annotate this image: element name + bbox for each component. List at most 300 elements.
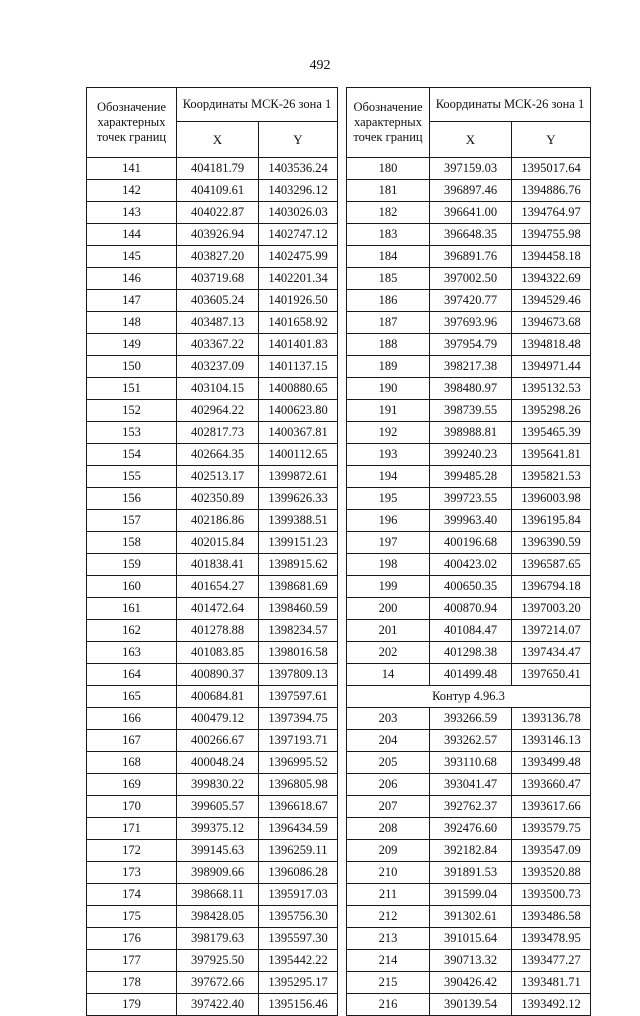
x-coordinate-cell: 400870.94 xyxy=(430,598,512,620)
table-row xyxy=(87,730,338,752)
point-number-cell: 165 xyxy=(87,686,177,708)
y-coordinate-cell: 1399151.23 xyxy=(259,532,338,554)
table-row xyxy=(347,510,591,532)
table-row xyxy=(347,554,591,576)
table-row xyxy=(87,334,338,356)
point-number-cell: 179 xyxy=(87,994,177,1016)
point-label-header: Обозначение характерных точек границ xyxy=(87,88,177,158)
point-number-cell: 156 xyxy=(87,488,177,510)
y-coordinate-cell: 1393617.66 xyxy=(512,796,591,818)
table-row xyxy=(347,598,591,620)
x-coordinate-cell: 392476.60 xyxy=(430,818,512,840)
x-coordinate-cell: 393041.47 xyxy=(430,774,512,796)
point-number-cell: 195 xyxy=(347,488,430,510)
x-coordinate-cell: 400650.35 xyxy=(430,576,512,598)
x-coordinate-cell: 397672.66 xyxy=(177,972,259,994)
x-coordinate-cell: 391015.64 xyxy=(430,928,512,950)
x-coordinate-cell: 403827.20 xyxy=(177,246,259,268)
table-row xyxy=(87,862,338,884)
x-coordinate-cell: 393110.68 xyxy=(430,752,512,774)
x-coordinate-cell: 390426.42 xyxy=(430,972,512,994)
x-coordinate-cell: 401298.38 xyxy=(430,642,512,664)
table-row xyxy=(347,774,591,796)
y-coordinate-cell: 1394764.97 xyxy=(512,202,591,224)
x-coordinate-cell: 402964.22 xyxy=(177,400,259,422)
x-coordinate-cell: 397693.96 xyxy=(430,312,512,334)
y-coordinate-cell: 1394818.48 xyxy=(512,334,591,356)
y-coordinate-cell: 1398915.62 xyxy=(259,554,338,576)
point-number-cell: 188 xyxy=(347,334,430,356)
y-coordinate-cell: 1398016.58 xyxy=(259,642,338,664)
x-coordinate-cell: 400684.81 xyxy=(177,686,259,708)
table-row xyxy=(347,730,591,752)
point-number-cell: 183 xyxy=(347,224,430,246)
x-coordinate-cell: 390139.54 xyxy=(430,994,512,1016)
table-row xyxy=(87,642,338,664)
table-row xyxy=(87,576,338,598)
x-coordinate-cell: 402513.17 xyxy=(177,466,259,488)
y-coordinate-cell: 1396195.84 xyxy=(512,510,591,532)
point-number-cell: 142 xyxy=(87,180,177,202)
point-number-cell: 150 xyxy=(87,356,177,378)
table-row xyxy=(347,356,591,378)
y-column-header: Y xyxy=(259,121,338,157)
point-number-cell: 187 xyxy=(347,312,430,334)
point-number-cell: 160 xyxy=(87,576,177,598)
x-coordinate-cell: 397159.03 xyxy=(430,158,512,180)
y-coordinate-cell: 1393481.71 xyxy=(512,972,591,994)
coords-system-header: Координаты МСК-26 зона 1 xyxy=(430,88,591,122)
x-coordinate-cell: 402664.35 xyxy=(177,444,259,466)
table-row xyxy=(347,180,591,202)
x-coordinate-cell: 402350.89 xyxy=(177,488,259,510)
y-coordinate-cell: 1396390.59 xyxy=(512,532,591,554)
point-label-header: Обозначение характерных точек границ xyxy=(347,88,430,158)
table-row xyxy=(87,246,338,268)
table-row xyxy=(87,774,338,796)
y-coordinate-cell: 1395465.39 xyxy=(512,422,591,444)
y-coordinate-cell: 1394971.44 xyxy=(512,356,591,378)
x-coordinate-cell: 396648.35 xyxy=(430,224,512,246)
x-coordinate-cell: 403926.94 xyxy=(177,224,259,246)
table-row xyxy=(347,620,591,642)
point-number-cell: 143 xyxy=(87,202,177,224)
y-coordinate-cell: 1395756.30 xyxy=(259,906,338,928)
y-coordinate-cell: 1393486.58 xyxy=(512,906,591,928)
point-number-cell: 162 xyxy=(87,620,177,642)
x-coordinate-cell: 398668.11 xyxy=(177,884,259,906)
point-number-cell: 213 xyxy=(347,928,430,950)
table-row xyxy=(347,158,591,180)
point-number-cell: 152 xyxy=(87,400,177,422)
table-row xyxy=(87,994,338,1016)
y-coordinate-cell: 1396805.98 xyxy=(259,774,338,796)
y-coordinate-cell: 1398460.59 xyxy=(259,598,338,620)
y-coordinate-cell: 1395017.64 xyxy=(512,158,591,180)
x-coordinate-cell: 401084.47 xyxy=(430,620,512,642)
x-coordinate-cell: 401083.85 xyxy=(177,642,259,664)
x-coordinate-cell: 404181.79 xyxy=(177,158,259,180)
x-coordinate-cell: 398480.97 xyxy=(430,378,512,400)
table-row xyxy=(87,796,338,818)
table-row xyxy=(347,950,591,972)
point-number-cell: 177 xyxy=(87,950,177,972)
point-number-cell: 148 xyxy=(87,312,177,334)
y-coordinate-cell: 1394322.69 xyxy=(512,268,591,290)
point-number-cell: 193 xyxy=(347,444,430,466)
y-coordinate-cell: 1396587.65 xyxy=(512,554,591,576)
table-row xyxy=(347,862,591,884)
x-coordinate-cell: 398179.63 xyxy=(177,928,259,950)
table-row xyxy=(87,686,338,708)
y-coordinate-cell: 1402747.12 xyxy=(259,224,338,246)
table-row xyxy=(347,972,591,994)
y-coordinate-cell: 1403296.12 xyxy=(259,180,338,202)
x-coordinate-cell: 399963.40 xyxy=(430,510,512,532)
x-coordinate-cell: 393262.57 xyxy=(430,730,512,752)
point-number-cell: 199 xyxy=(347,576,430,598)
table-row xyxy=(347,840,591,862)
point-number-cell: 208 xyxy=(347,818,430,840)
point-number-cell: 201 xyxy=(347,620,430,642)
y-coordinate-cell: 1403536.24 xyxy=(259,158,338,180)
table-row xyxy=(87,378,338,400)
y-coordinate-cell: 1396618.67 xyxy=(259,796,338,818)
y-coordinate-cell: 1393547.09 xyxy=(512,840,591,862)
y-coordinate-cell: 1399626.33 xyxy=(259,488,338,510)
table-row xyxy=(87,598,338,620)
x-coordinate-cell: 401472.64 xyxy=(177,598,259,620)
point-number-cell: 212 xyxy=(347,906,430,928)
table-row xyxy=(347,532,591,554)
y-coordinate-cell: 1393499.48 xyxy=(512,752,591,774)
point-number-cell: 214 xyxy=(347,950,430,972)
x-coordinate-cell: 396891.76 xyxy=(430,246,512,268)
x-coordinate-cell: 398739.55 xyxy=(430,400,512,422)
table-row xyxy=(87,554,338,576)
point-number-cell: 144 xyxy=(87,224,177,246)
x-coordinate-cell: 403719.68 xyxy=(177,268,259,290)
x-coordinate-cell: 401838.41 xyxy=(177,554,259,576)
table-row xyxy=(347,312,591,334)
point-number-cell: 14 xyxy=(347,664,430,686)
y-coordinate-cell: 1396434.59 xyxy=(259,818,338,840)
y-coordinate-cell: 1396794.18 xyxy=(512,576,591,598)
point-number-cell: 192 xyxy=(347,422,430,444)
point-number-cell: 176 xyxy=(87,928,177,950)
y-coordinate-cell: 1400112.65 xyxy=(259,444,338,466)
table-row xyxy=(87,510,338,532)
table-row xyxy=(87,224,338,246)
table-row xyxy=(87,290,338,312)
table-row xyxy=(87,180,338,202)
x-coordinate-cell: 397422.40 xyxy=(177,994,259,1016)
table-row xyxy=(87,488,338,510)
table-row xyxy=(87,818,338,840)
point-number-cell: 215 xyxy=(347,972,430,994)
point-number-cell: 174 xyxy=(87,884,177,906)
x-coordinate-cell: 403104.15 xyxy=(177,378,259,400)
point-number-cell: 204 xyxy=(347,730,430,752)
y-coordinate-cell: 1395597.30 xyxy=(259,928,338,950)
y-coordinate-cell: 1394755.98 xyxy=(512,224,591,246)
table-row xyxy=(347,642,591,664)
table-row xyxy=(347,884,591,906)
table-row xyxy=(87,356,338,378)
y-coordinate-cell: 1395156.46 xyxy=(259,994,338,1016)
table-row xyxy=(87,752,338,774)
y-coordinate-cell: 1397597.61 xyxy=(259,686,338,708)
y-column-header: Y xyxy=(512,121,591,157)
table-row xyxy=(347,290,591,312)
table-row xyxy=(347,752,591,774)
x-coordinate-cell: 399375.12 xyxy=(177,818,259,840)
x-coordinate-cell: 402015.84 xyxy=(177,532,259,554)
point-number-cell: 198 xyxy=(347,554,430,576)
x-coordinate-cell: 400423.02 xyxy=(430,554,512,576)
point-number-cell: 146 xyxy=(87,268,177,290)
point-number-cell: 164 xyxy=(87,664,177,686)
x-coordinate-cell: 401278.88 xyxy=(177,620,259,642)
x-coordinate-cell: 390713.32 xyxy=(430,950,512,972)
y-coordinate-cell: 1393477.27 xyxy=(512,950,591,972)
table-row xyxy=(347,400,591,422)
point-number-cell: 145 xyxy=(87,246,177,268)
y-coordinate-cell: 1393146.13 xyxy=(512,730,591,752)
table-row xyxy=(87,532,338,554)
coordinates-table-right xyxy=(346,87,591,1016)
x-coordinate-cell: 399145.63 xyxy=(177,840,259,862)
x-coordinate-cell: 398909.66 xyxy=(177,862,259,884)
point-number-cell: 184 xyxy=(347,246,430,268)
y-coordinate-cell: 1395641.81 xyxy=(512,444,591,466)
table-row xyxy=(87,444,338,466)
y-coordinate-cell: 1401137.15 xyxy=(259,356,338,378)
y-coordinate-cell: 1399872.61 xyxy=(259,466,338,488)
point-number-cell: 154 xyxy=(87,444,177,466)
table-row xyxy=(347,818,591,840)
point-number-cell: 211 xyxy=(347,884,430,906)
y-coordinate-cell: 1395132.53 xyxy=(512,378,591,400)
x-coordinate-cell: 398988.81 xyxy=(430,422,512,444)
point-number-cell: 191 xyxy=(347,400,430,422)
y-coordinate-cell: 1403026.03 xyxy=(259,202,338,224)
point-number-cell: 172 xyxy=(87,840,177,862)
x-coordinate-cell: 391599.04 xyxy=(430,884,512,906)
table-row xyxy=(347,334,591,356)
point-number-cell: 163 xyxy=(87,642,177,664)
x-coordinate-cell: 401654.27 xyxy=(177,576,259,598)
x-coordinate-cell: 392182.84 xyxy=(430,840,512,862)
coords-system-header: Координаты МСК-26 зона 1 xyxy=(177,88,338,122)
point-number-cell: 209 xyxy=(347,840,430,862)
point-number-cell: 173 xyxy=(87,862,177,884)
point-number-cell: 151 xyxy=(87,378,177,400)
y-coordinate-cell: 1397434.47 xyxy=(512,642,591,664)
y-coordinate-cell: 1393520.88 xyxy=(512,862,591,884)
x-coordinate-cell: 397954.79 xyxy=(430,334,512,356)
point-number-cell: 171 xyxy=(87,818,177,840)
y-coordinate-cell: 1400623.80 xyxy=(259,400,338,422)
table-row xyxy=(347,708,591,730)
x-coordinate-cell: 396641.00 xyxy=(430,202,512,224)
table-row xyxy=(347,796,591,818)
table-row xyxy=(347,422,591,444)
table-row xyxy=(87,422,338,444)
point-number-cell: 205 xyxy=(347,752,430,774)
y-coordinate-cell: 1397003.20 xyxy=(512,598,591,620)
x-coordinate-cell: 403487.13 xyxy=(177,312,259,334)
y-coordinate-cell: 1401401.83 xyxy=(259,334,338,356)
table-row xyxy=(87,708,338,730)
x-coordinate-cell: 398428.05 xyxy=(177,906,259,928)
table-row xyxy=(87,312,338,334)
point-number-cell: 166 xyxy=(87,708,177,730)
y-coordinate-cell: 1402201.34 xyxy=(259,268,338,290)
point-number-cell: 196 xyxy=(347,510,430,532)
point-number-cell: 178 xyxy=(87,972,177,994)
point-number-cell: 168 xyxy=(87,752,177,774)
x-coordinate-cell: 391891.53 xyxy=(430,862,512,884)
table-row xyxy=(347,444,591,466)
point-number-cell: 175 xyxy=(87,906,177,928)
point-number-cell: 147 xyxy=(87,290,177,312)
coordinates-table-left xyxy=(86,87,338,1016)
y-coordinate-cell: 1400880.65 xyxy=(259,378,338,400)
point-number-cell: 216 xyxy=(347,994,430,1016)
x-coordinate-cell: 397925.50 xyxy=(177,950,259,972)
x-coordinate-cell: 400048.24 xyxy=(177,752,259,774)
x-coordinate-cell: 399830.22 xyxy=(177,774,259,796)
y-coordinate-cell: 1397394.75 xyxy=(259,708,338,730)
table-row xyxy=(87,158,338,180)
point-number-cell: 200 xyxy=(347,598,430,620)
point-number-cell: 182 xyxy=(347,202,430,224)
x-coordinate-cell: 400266.67 xyxy=(177,730,259,752)
y-coordinate-cell: 1397650.41 xyxy=(512,664,591,686)
point-number-cell: 159 xyxy=(87,554,177,576)
x-coordinate-cell: 404022.87 xyxy=(177,202,259,224)
y-coordinate-cell: 1401658.92 xyxy=(259,312,338,334)
table-row xyxy=(347,202,591,224)
point-number-cell: 155 xyxy=(87,466,177,488)
point-number-cell: 202 xyxy=(347,642,430,664)
point-number-cell: 197 xyxy=(347,532,430,554)
y-coordinate-cell: 1400367.81 xyxy=(259,422,338,444)
x-coordinate-cell: 403237.09 xyxy=(177,356,259,378)
y-coordinate-cell: 1395442.22 xyxy=(259,950,338,972)
point-number-cell: 149 xyxy=(87,334,177,356)
table-row xyxy=(347,246,591,268)
x-coordinate-cell: 392762.37 xyxy=(430,796,512,818)
point-number-cell: 169 xyxy=(87,774,177,796)
y-coordinate-cell: 1395298.26 xyxy=(512,400,591,422)
x-column-header: X xyxy=(430,121,512,157)
point-number-cell: 167 xyxy=(87,730,177,752)
y-coordinate-cell: 1394458.18 xyxy=(512,246,591,268)
y-coordinate-cell: 1393660.47 xyxy=(512,774,591,796)
table-row xyxy=(347,466,591,488)
table-row xyxy=(347,378,591,400)
y-coordinate-cell: 1396995.52 xyxy=(259,752,338,774)
y-coordinate-cell: 1395821.53 xyxy=(512,466,591,488)
y-coordinate-cell: 1396086.28 xyxy=(259,862,338,884)
table-row xyxy=(87,884,338,906)
y-coordinate-cell: 1394886.76 xyxy=(512,180,591,202)
table-row xyxy=(87,840,338,862)
table-row xyxy=(347,994,591,1016)
table-row xyxy=(87,620,338,642)
point-number-cell: 170 xyxy=(87,796,177,818)
section-row xyxy=(347,686,591,708)
x-coordinate-cell: 393266.59 xyxy=(430,708,512,730)
point-number-cell: 190 xyxy=(347,378,430,400)
x-coordinate-cell: 399605.57 xyxy=(177,796,259,818)
x-coordinate-cell: 391302.61 xyxy=(430,906,512,928)
x-coordinate-cell: 400196.68 xyxy=(430,532,512,554)
y-coordinate-cell: 1396003.98 xyxy=(512,488,591,510)
table-row xyxy=(87,268,338,290)
y-coordinate-cell: 1399388.51 xyxy=(259,510,338,532)
point-number-cell: 158 xyxy=(87,532,177,554)
table-row xyxy=(347,268,591,290)
table-row xyxy=(87,466,338,488)
y-coordinate-cell: 1394673.68 xyxy=(512,312,591,334)
y-coordinate-cell: 1397214.07 xyxy=(512,620,591,642)
table-row xyxy=(87,664,338,686)
y-coordinate-cell: 1393579.75 xyxy=(512,818,591,840)
y-coordinate-cell: 1393492.12 xyxy=(512,994,591,1016)
y-coordinate-cell: 1394529.46 xyxy=(512,290,591,312)
x-coordinate-cell: 396897.46 xyxy=(430,180,512,202)
point-number-cell: 186 xyxy=(347,290,430,312)
point-number-cell: 185 xyxy=(347,268,430,290)
y-coordinate-cell: 1397809.13 xyxy=(259,664,338,686)
table-row xyxy=(87,972,338,994)
x-column-header: X xyxy=(177,121,259,157)
table-row xyxy=(347,488,591,510)
point-number-cell: 206 xyxy=(347,774,430,796)
x-coordinate-cell: 397002.50 xyxy=(430,268,512,290)
x-coordinate-cell: 398217.38 xyxy=(430,356,512,378)
x-coordinate-cell: 401499.48 xyxy=(430,664,512,686)
y-coordinate-cell: 1402475.99 xyxy=(259,246,338,268)
x-coordinate-cell: 397420.77 xyxy=(430,290,512,312)
point-number-cell: 207 xyxy=(347,796,430,818)
table-row xyxy=(87,400,338,422)
y-coordinate-cell: 1401926.50 xyxy=(259,290,338,312)
table-row xyxy=(347,576,591,598)
point-number-cell: 210 xyxy=(347,862,430,884)
table-row xyxy=(347,664,591,686)
y-coordinate-cell: 1395917.03 xyxy=(259,884,338,906)
x-coordinate-cell: 400890.37 xyxy=(177,664,259,686)
x-coordinate-cell: 403367.22 xyxy=(177,334,259,356)
y-coordinate-cell: 1393136.78 xyxy=(512,708,591,730)
y-coordinate-cell: 1395295.17 xyxy=(259,972,338,994)
table-row xyxy=(87,950,338,972)
table-row xyxy=(347,928,591,950)
y-coordinate-cell: 1396259.11 xyxy=(259,840,338,862)
point-number-cell: 180 xyxy=(347,158,430,180)
table-row xyxy=(87,928,338,950)
point-number-cell: 194 xyxy=(347,466,430,488)
x-coordinate-cell: 403605.24 xyxy=(177,290,259,312)
x-coordinate-cell: 402186.86 xyxy=(177,510,259,532)
point-number-cell: 203 xyxy=(347,708,430,730)
x-coordinate-cell: 399723.55 xyxy=(430,488,512,510)
x-coordinate-cell: 400479.12 xyxy=(177,708,259,730)
